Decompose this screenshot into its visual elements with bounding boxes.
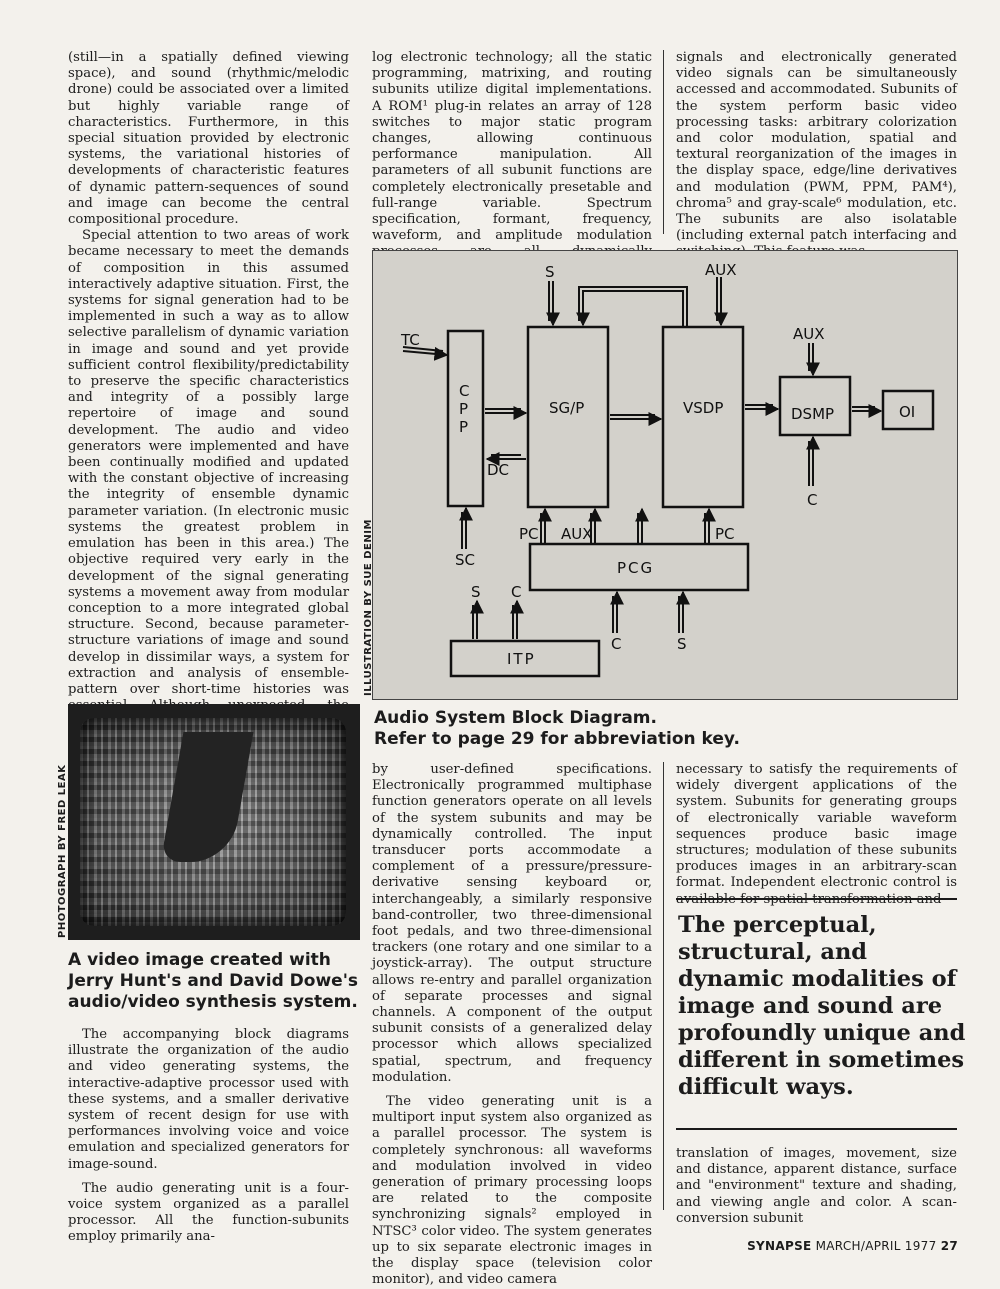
column-divider	[663, 50, 664, 234]
paragraph: (still—in a spatially defined viewing space), and sound (rhythmic/melodic drone) could be associated over a limited but highly variable range of characteristics. Furthermore, in this special situation provided by electronic systems, the variational histories of developments of characteristic features of dynamic pattern-sequences of sound and image can become the central compositional procedure.	[68, 50, 349, 228]
vsdp-label: VSDP	[683, 399, 724, 417]
paragraph: log electronic technology; all the static programming, matrixing, and routing subunits utilize digital implementations. A ROM¹ plug-in relates an array of 128 switches to major static program changes, allowing continuous performance manipulation. All parameters of all subunit functions are completely electronically presetable and full-range variable. Spectrum specification, formant, frequency, waveform, and amplitude modulation	[372, 50, 652, 244]
aux-dsmp-label: AUX	[793, 325, 825, 343]
tv-screen	[80, 718, 346, 926]
pc-right-label: PC	[715, 525, 735, 543]
column-3-mid-text	[676, 762, 957, 908]
s-itp-label: S	[471, 583, 481, 601]
issue-date: MARCH/APRIL 1977	[815, 1239, 937, 1253]
column-2-bottom-text	[372, 762, 652, 1289]
cpp-label-p2: P	[459, 418, 469, 436]
oi-label: OI	[899, 403, 916, 421]
sgp-block	[528, 327, 608, 507]
c-dsmp-label: C	[807, 491, 818, 509]
paragraph: by user-defined specifications. Electronically programmed multiphase function generators operate on all levels of the system subunits and may be dynamically controlled. The input transducer ports accommodate a complement of a pressure/pressure-derivative sensing keyboard or, interchangeably, a similarly responsive band-controller, two three-dimensional foot pedals, and two three-dimensional trackers (one rotary and one similar to a joystick-array). The output structure allows re-entry and parallel organization of separate processes and signal channels. A component of the output subunit consists of a generalized delay processor which allows specialized spatial, spectrum, and frequency modulation.	[372, 762, 652, 1085]
dsmp-label: DSMP	[791, 405, 835, 423]
column-divider	[663, 762, 664, 1210]
page-footer	[740, 1239, 958, 1253]
column-3-bottom-text	[676, 1146, 957, 1227]
aux-mid-label: AUX	[561, 525, 593, 543]
pullquote-rule-top	[676, 898, 957, 900]
tc-label: TC	[401, 331, 420, 349]
magazine-name: SYNAPSE	[747, 1239, 812, 1253]
illustration-credit: ILLUSTRATION BY SUE DENIM	[363, 519, 374, 696]
c-pcg-label: C	[611, 635, 622, 653]
c-itp-label: C	[511, 583, 522, 601]
column-1-text	[68, 50, 349, 763]
diagram-caption-line-2: Refer to page 29 for abbreviation key.	[374, 729, 740, 749]
dc-label: DC	[487, 461, 510, 479]
vsdp-block	[663, 327, 743, 507]
cpp-label-c: C	[459, 382, 470, 400]
paragraph: The audio generating unit is a four-voice system organized as a parallel processor. All the function-subunits employ primarily ana-	[68, 1180, 349, 1245]
video-image-photo	[68, 704, 360, 940]
paragraph: necessary to satisfy the requirements of widely divergent applications of the system. Subunits for generating groups of electronically variable waveform sequences produce basic image structures; modulation of these subunits produces images in an arbitrary-scan format. Independent electronic control is	[676, 762, 957, 891]
image-dark-region	[161, 732, 254, 862]
itp-label: ITP	[507, 650, 536, 668]
paragraph: translation of images, movement, size and distance, apparent distance, surface and "environment" texture and shading, and viewing angle and color. A scan-conversion subunit	[676, 1146, 957, 1226]
pc-left-label: PC	[519, 525, 539, 543]
column-2-top-text	[372, 50, 652, 277]
aux-top-label: AUX	[705, 261, 737, 279]
audio-system-block-diagram	[372, 250, 958, 700]
s-top-label: S	[545, 263, 555, 281]
sc-label: SC	[455, 551, 475, 569]
sgp-label: SG/P	[549, 399, 585, 417]
block-diagram-svg	[373, 251, 957, 699]
column-3-top-text	[676, 50, 957, 261]
s-pcg-label: S	[677, 635, 687, 653]
paragraph: The accompanying block diagrams illustrate the organization of the audio and video generating systems, the interactive-adaptive processor used with these systems, and a smaller derivative system of recent design for use with performances involving voice and voice emulation and specialized generators for image-sound.	[68, 1027, 349, 1172]
pullquote-rule-bottom	[676, 1128, 957, 1130]
page-number: 27	[940, 1239, 958, 1253]
photo-caption: A video image created with Jerry Hunt's and David Dowe's audio/video synthesis system.	[68, 950, 359, 1012]
paragraph: Special attention to two areas of work became necessary to meet the demands of composition in this assumed interactively adaptive situation. First, the systems for signal generation had to be implemented in such a way as to allow selective parallelism of dynamic variation in image and sound and yet provide sufficient control flexibility/predictability to preserve the specific characteristics and integrity of a possibly large repertoire of image and sound development. The audio and video generators were implemented and have been continually modified and updated with the constant objective of increasing the integrity of ensemble dynamic parameter variation. (In electronic music systems the greatest problem in emulation has been in this area.) The objective required very early in the development of the signal generating systems a movement away from modular conception to a more integrated global structure. Second, because parameter-structure variations of image and sound develop in dissimilar ways, a system for extraction and analysis of ensemble-pattern over short-time histories was	[68, 228, 349, 697]
diagram-caption-line-1: Audio System Block Diagram.	[374, 708, 657, 728]
column-1-bottom-text	[68, 1027, 349, 1246]
pull-quote: The perceptual, structural, and dynamic modalities of image and sound are profoundly unique and different in sometimes difficult ways.	[678, 912, 966, 1100]
paragraph: signals and electronically generated video signals can be simultaneously accessed and accommodated. Subunits of the system perform basic video processing tasks: arbitrary colorization and color modulation, spatial and textural reorganization of the images in the display space, edge/line derivatives and modulation (PWM, PPM, PAM⁴), chroma⁵ and gray-scale⁶ modulation, etc. The subunits are also isolatable (including external patch interfacing and	[676, 50, 957, 244]
paragraph: The video generating unit is a multiport input system also organized as a parallel processor. The system is completely synchronous: all waveforms and modulation involved in video generation of primary processing loops are related to the composite synchronizing signals² employed in NTSC³ color video. The system generates up to six separate electronic images in the display space (television color monitor), and video camera	[372, 1094, 652, 1288]
cpp-label-p1: P	[459, 400, 469, 418]
diagram-caption	[374, 708, 754, 750]
photo-credit: PHOTOGRAPH BY FRED LEAK	[57, 764, 68, 938]
pcg-label: PCG	[617, 559, 655, 577]
